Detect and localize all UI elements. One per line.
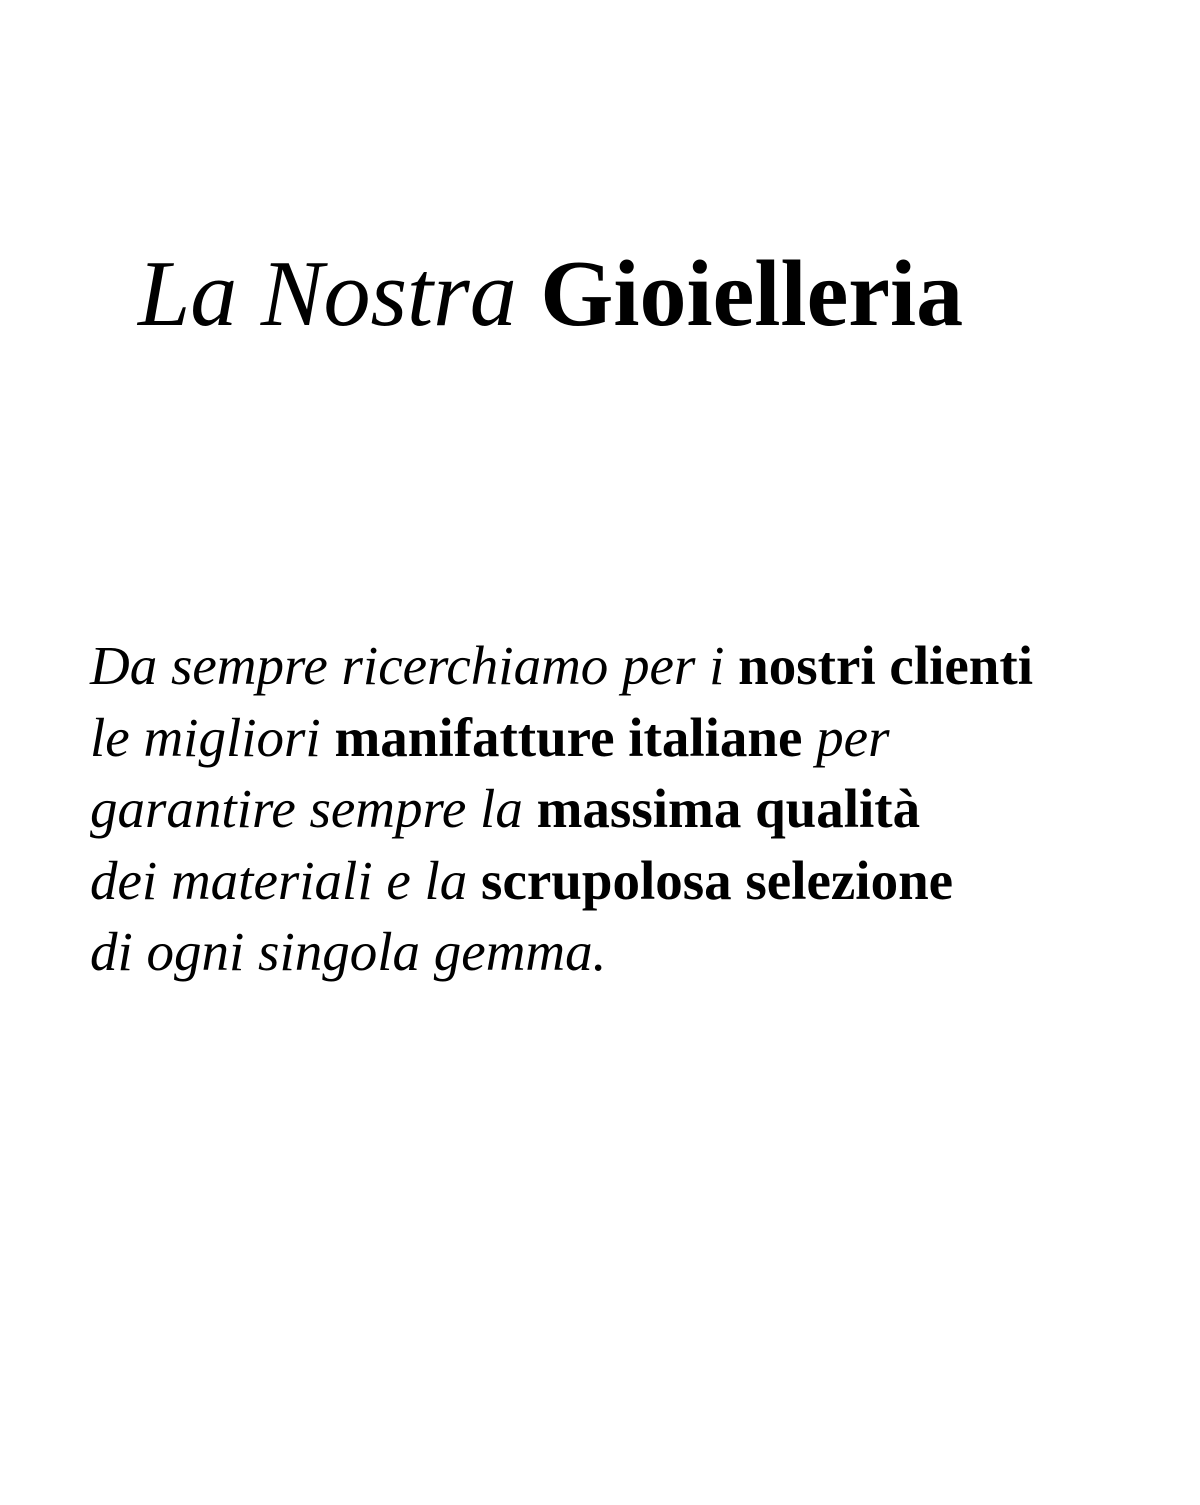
paragraph-line-5	[90, 916, 1033, 988]
text-segment: scrupolosa selezione	[481, 849, 954, 911]
text-segment: Da sempre ricerchiamo per i	[90, 635, 739, 696]
paragraph-line-4	[90, 845, 1033, 917]
text-segment: massima qualità	[536, 778, 921, 839]
title-bold-part: Gioielleria	[540, 242, 964, 346]
text-segment: dei materiali e la	[90, 849, 482, 911]
page-title	[138, 238, 963, 351]
paragraph-line-2	[90, 702, 1033, 774]
paragraph-line-1	[90, 630, 1033, 702]
text-segment: per	[802, 706, 890, 768]
intro-paragraph	[90, 630, 1033, 988]
text-segment: manifatture italiane	[334, 706, 803, 768]
title-italic-part: La Nostra	[138, 242, 517, 346]
paragraph-line-3	[90, 773, 1033, 845]
text-segment: di ogni singola gemma.	[90, 921, 607, 982]
text-segment: nostri clienti	[738, 635, 1033, 696]
text-segment: garantire sempre la	[90, 778, 537, 839]
text-segment: le migliori	[90, 706, 335, 768]
